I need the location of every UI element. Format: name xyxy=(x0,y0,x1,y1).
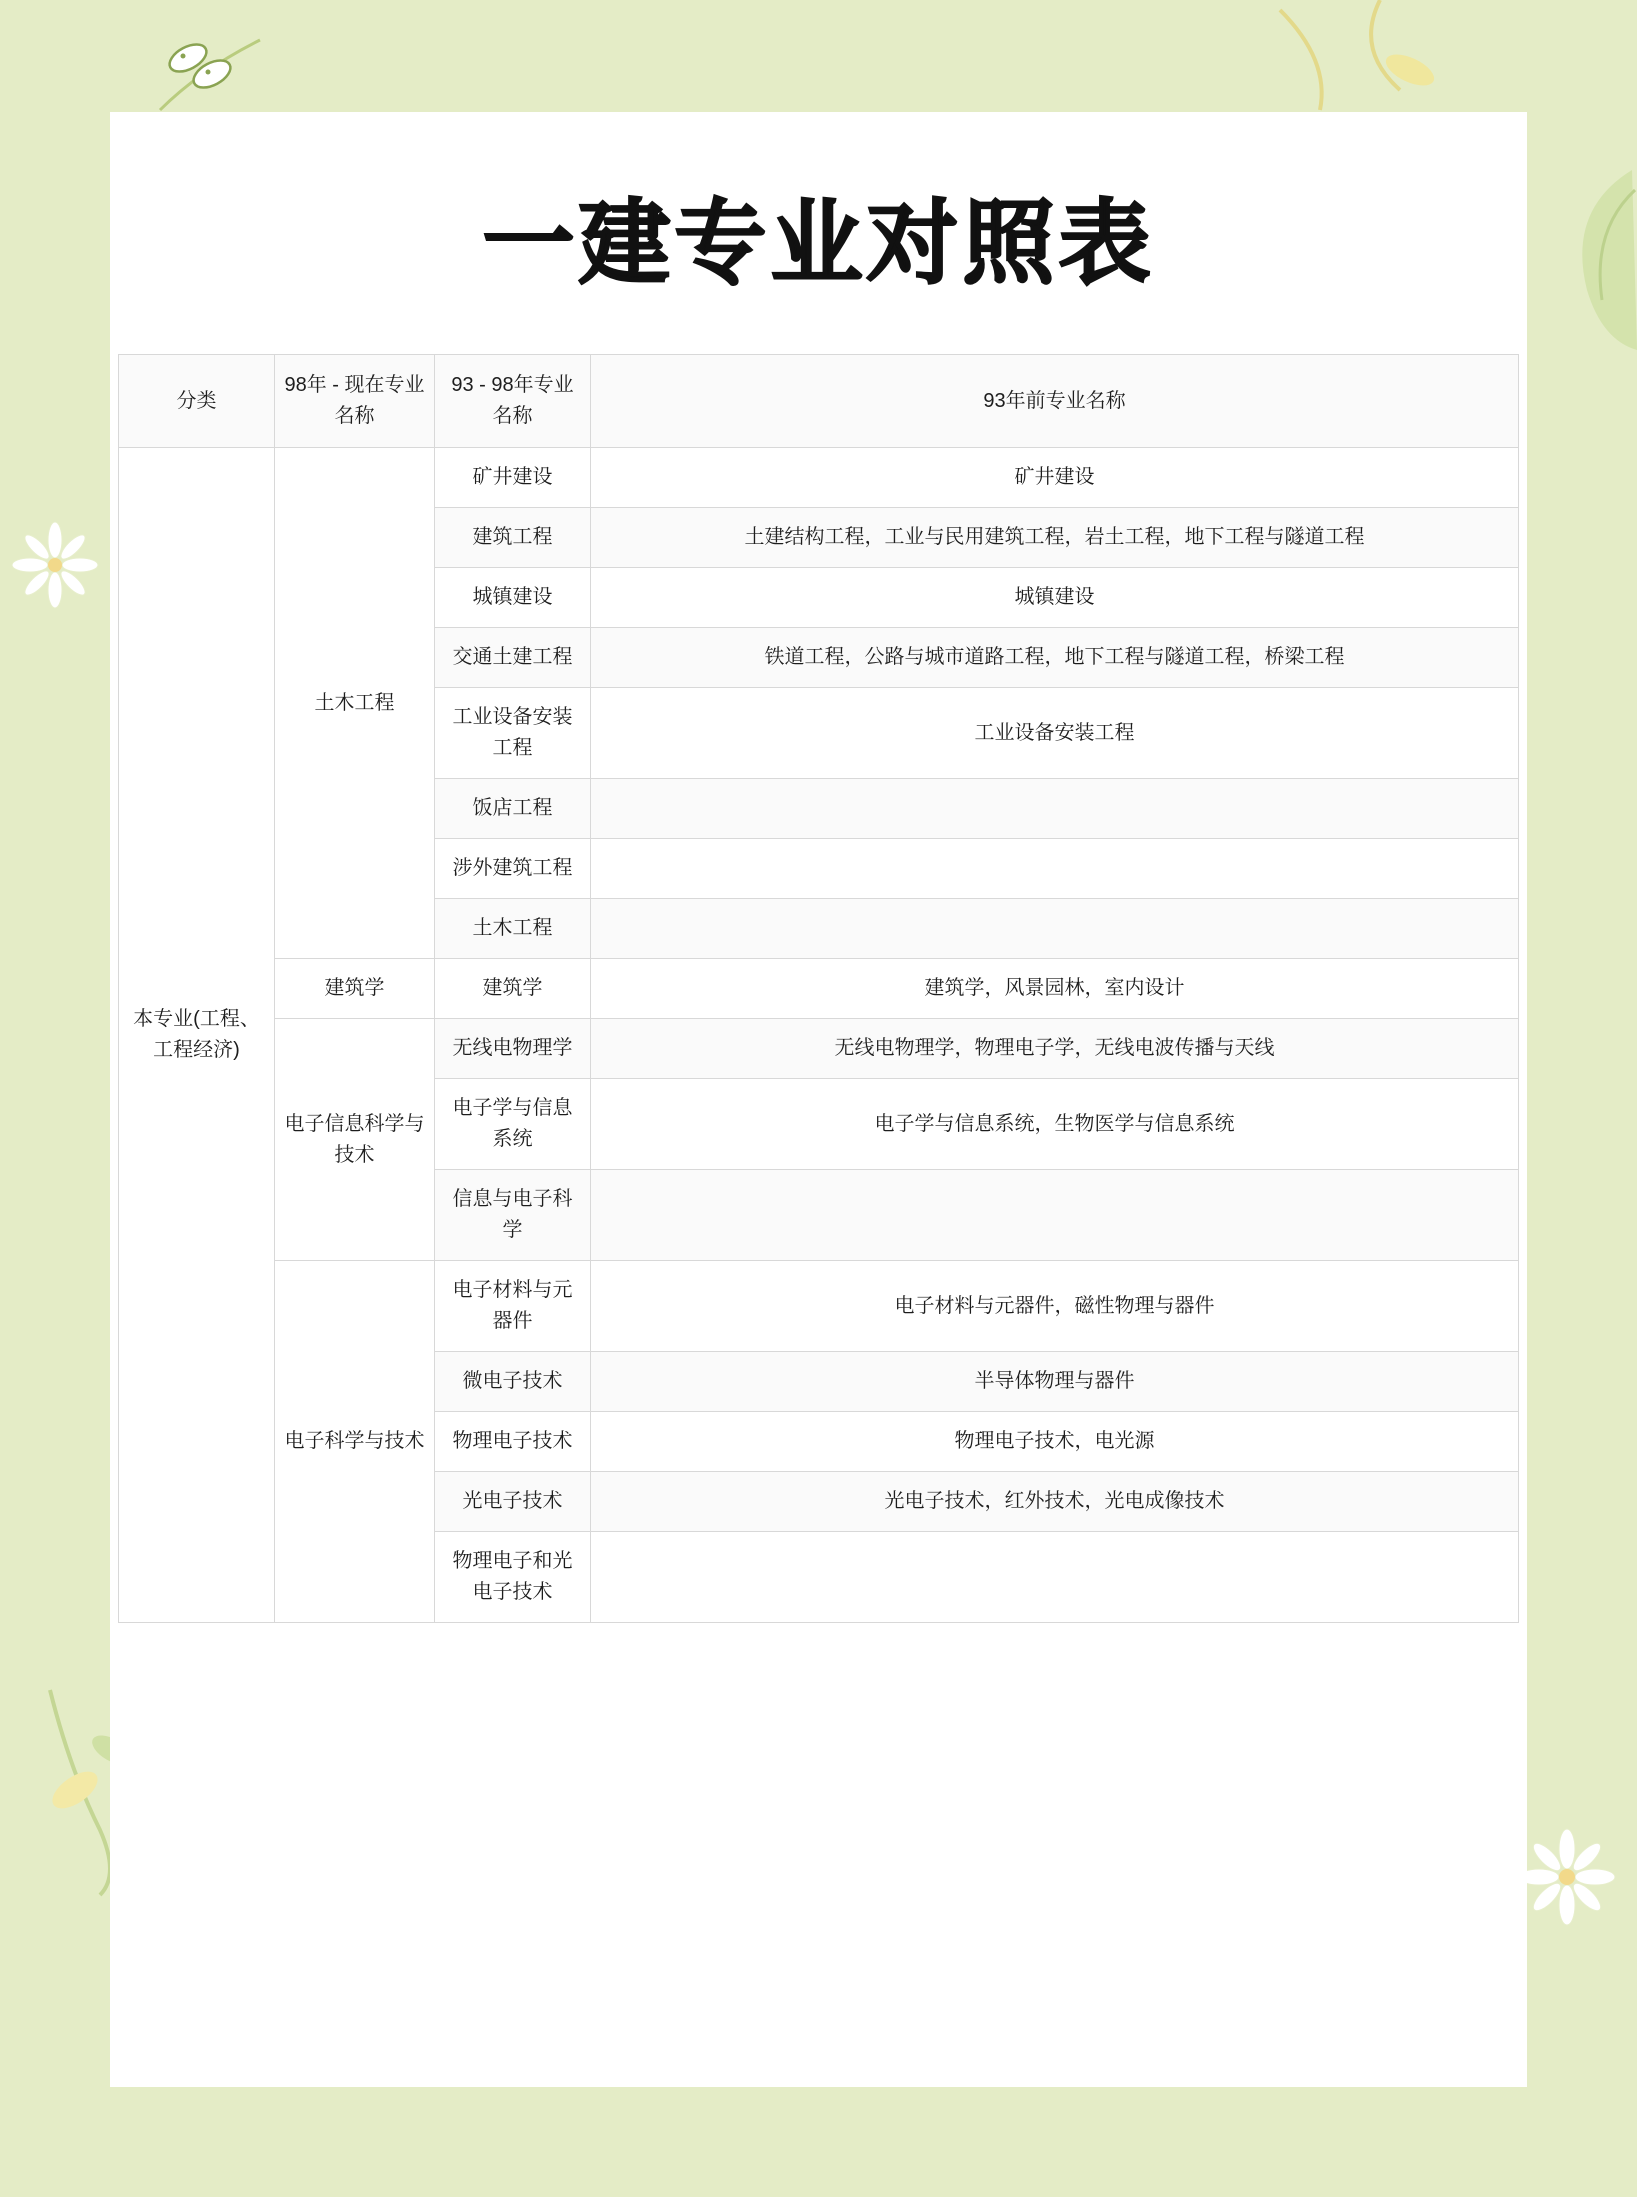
cell-pre-93-major: 电子学与信息系统，生物医学与信息系统 xyxy=(591,1079,1519,1170)
cell-pre-93-major: 城镇建设 xyxy=(591,568,1519,628)
leaf-decoration-top-left xyxy=(150,30,270,120)
cell-category: 本专业(工程、工程经济) xyxy=(119,448,275,1623)
cell-93-98-major: 建筑工程 xyxy=(435,508,591,568)
table-header-row xyxy=(119,355,1519,448)
page-title: 一建专业对照表 xyxy=(482,193,1155,295)
flower-decoration-right xyxy=(1517,1827,1617,1927)
cell-93-98-major: 无线电物理学 xyxy=(435,1019,591,1079)
cell-current-major: 建筑学 xyxy=(275,959,435,1019)
header-category: 分类 xyxy=(119,355,275,448)
table-row xyxy=(119,959,1519,1019)
cell-93-98-major: 城镇建设 xyxy=(435,568,591,628)
cell-current-major: 土木工程 xyxy=(275,448,435,959)
cell-93-98-major: 土木工程 xyxy=(435,899,591,959)
cell-pre-93-major: 光电子技术，红外技术，光电成像技术 xyxy=(591,1472,1519,1532)
header-pre-93-major: 93年前专业名称 xyxy=(591,355,1519,448)
cell-pre-93-major: 半导体物理与器件 xyxy=(591,1352,1519,1412)
cell-pre-93-major: 电子材料与元器件，磁性物理与器件 xyxy=(591,1261,1519,1352)
cell-93-98-major: 电子材料与元器件 xyxy=(435,1261,591,1352)
table-row xyxy=(119,1261,1519,1352)
table-header xyxy=(119,355,1519,448)
cell-93-98-major: 涉外建筑工程 xyxy=(435,839,591,899)
cell-93-98-major: 光电子技术 xyxy=(435,1472,591,1532)
table-body xyxy=(119,448,1519,1623)
cell-pre-93-major xyxy=(591,839,1519,899)
cell-pre-93-major: 矿井建设 xyxy=(591,448,1519,508)
cell-93-98-major: 饭店工程 xyxy=(435,779,591,839)
cell-pre-93-major: 物理电子技术，电光源 xyxy=(591,1412,1519,1472)
cell-pre-93-major xyxy=(591,1170,1519,1261)
cell-pre-93-major: 土建结构工程，工业与民用建筑工程，岩土工程，地下工程与隧道工程 xyxy=(591,508,1519,568)
table-row xyxy=(119,448,1519,508)
leaf-decoration-top-right xyxy=(1260,0,1440,120)
cell-93-98-major: 交通土建工程 xyxy=(435,628,591,688)
cell-pre-93-major: 铁道工程，公路与城市道路工程，地下工程与隧道工程，桥梁工程 xyxy=(591,628,1519,688)
cell-93-98-major: 物理电子技术 xyxy=(435,1412,591,1472)
cell-93-98-major: 工业设备安装工程 xyxy=(435,688,591,779)
cell-pre-93-major xyxy=(591,899,1519,959)
cell-93-98-major: 物理电子和光电子技术 xyxy=(435,1532,591,1623)
cell-pre-93-major: 无线电物理学，物理电子学，无线电波传播与天线 xyxy=(591,1019,1519,1079)
header-current-major: 98年 - 现在专业名称 xyxy=(275,355,435,448)
cell-93-98-major: 矿井建设 xyxy=(435,448,591,508)
cell-current-major: 电子科学与技术 xyxy=(275,1261,435,1623)
cell-pre-93-major xyxy=(591,779,1519,839)
cell-93-98-major: 信息与电子科学 xyxy=(435,1170,591,1261)
cell-pre-93-major: 建筑学，风景园林，室内设计 xyxy=(591,959,1519,1019)
major-comparison-table xyxy=(118,354,1519,1623)
flower-decoration-left xyxy=(10,520,100,610)
cell-93-98-major: 建筑学 xyxy=(435,959,591,1019)
cell-pre-93-major xyxy=(591,1532,1519,1623)
cell-pre-93-major: 工业设备安装工程 xyxy=(591,688,1519,779)
table-row xyxy=(119,1019,1519,1079)
cell-93-98-major: 微电子技术 xyxy=(435,1352,591,1412)
header-93-98-major: 93 - 98年专业名称 xyxy=(435,355,591,448)
cell-current-major: 电子信息科学与技术 xyxy=(275,1019,435,1261)
cell-93-98-major: 电子学与信息系统 xyxy=(435,1079,591,1170)
document-page xyxy=(110,112,1527,2087)
